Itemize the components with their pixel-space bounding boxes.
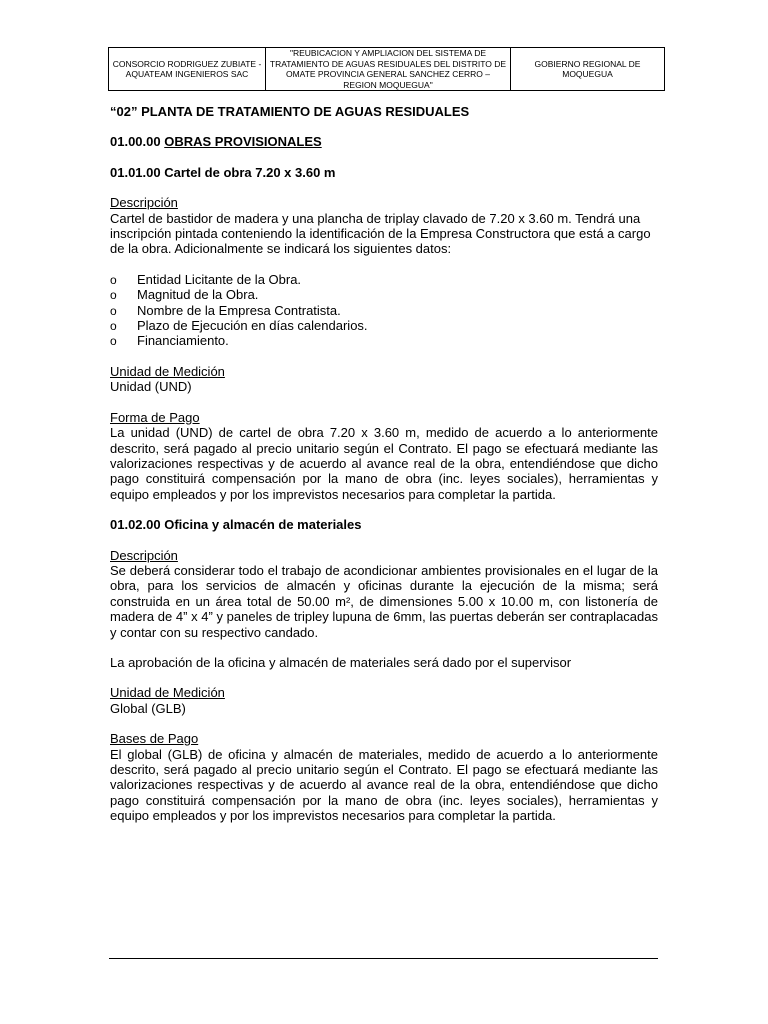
item1-desc-text: Cartel de bastidor de madera y una plancha de triplay clavado de 7.20 x 3.60 m. Tendrá una inscripción pintada conteniendo la identificación de la Empresa Constructora que está a cargo de la obra. Adicionalmente se indicará los siguientes datos: [110,210,651,257]
item2-desc-label: Descripción [110,547,178,563]
item1-unit-value: Unidad (UND) [110,379,192,395]
section-name: OBRAS PROVISIONALES [164,134,322,150]
item2-desc-text: Se deberá considerar todo el trabajo de acondicionar ambientes provisionales en el lugar de la obra, para los servicios de almacén y oficinas durante la ejecución de la misma; será construida en un área total de 50.00 m², de dimensiones 5.00 x 10.00 m, con listonería de madera de 4” x 4” y paneles de tripley lupuna de 6mm, las puertas deberán ser contraplacadas y contar con su respectivo candado. [110,562,658,640]
document-header [108,47,665,91]
header-client: GOBIERNO REGIONAL DE MOQUEGUA [511,48,665,91]
item1-desc-label: Descripción [110,195,178,211]
item1-heading: 01.01.00 Cartel de obra 7.20 x 3.60 m [110,164,336,180]
item2-unit-label: Unidad de Medición [110,685,225,701]
list-item: o Financiamiento. [110,333,658,348]
item1-pay-label: Forma de Pago [110,409,200,425]
section-heading [110,134,658,149]
list-item: o Nombre de la Empresa Contratista. [110,303,658,318]
header-project: "REUBICACION Y AMPLIACION DEL SISTEMA DE TRATAMIENTO DE AGUAS RESIDUALES DEL DISTRITO DE OMATE PROVINCIA GENERAL SANCHEZ CERRO – REGION MOQUEGUA" [266,48,511,91]
list-item: o Plazo de Ejecución en días calendarios. [110,318,658,333]
item2-approval-text: La aprobación de la oficina y almacén de materiales será dado por el supervisor [110,654,572,670]
item2-unit-value: Global (GLB) [110,700,186,716]
page-title: “02” PLANTA DE TRATAMIENTO DE AGUAS RESIDUALES [110,104,470,119]
document-body [110,104,658,824]
header-company: CONSORCIO RODRIGUEZ ZUBIATE - AQUATEAM INGENIEROS SAC [109,48,266,91]
list-item: o Entidad Licitante de la Obra. [110,272,658,287]
footer-divider [109,958,658,959]
item2-pay-label: Bases de Pago [110,731,199,747]
item2-heading: 01.02.00 Oficina y almacén de materiales [110,517,362,533]
section-code: 01.00.00 [110,134,161,150]
item1-unit-label: Unidad de Medición [110,363,225,379]
item1-pay-text: La unidad (UND) de cartel de obra 7.20 x 3.60 m, medido de acuerdo a lo anteriormente descrito, será pagado al precio unitario según el Contrato. El pago se efectuará mediante las valorizaciones respectivas y de acuerdo al avance real de la obra, entendiéndose que dicho pago constituirá compensación por la mano de obra (inc. leyes sociales), herramientas y equipo empleados y por los imprevistos necesarios para completar la partida. [110,425,658,502]
list-item: o Magnitud de la Obra. [110,287,658,302]
item2-pay-text: El global (GLB) de oficina y almacén de materiales, medido de acuerdo a lo anteriormente descrito, será pagado al precio unitario según el Contrato. El pago se efectuará mediante las valorizaciones respectivas y de acuerdo al avance real de la obra, entendiéndose que dicho pago constituirá compensación por la mano de obra (inc. leyes sociales), herramientas y equipo empleados y por los imprevistos necesarios para completar la partida. [110,746,658,824]
item1-bullet-list [110,272,658,349]
